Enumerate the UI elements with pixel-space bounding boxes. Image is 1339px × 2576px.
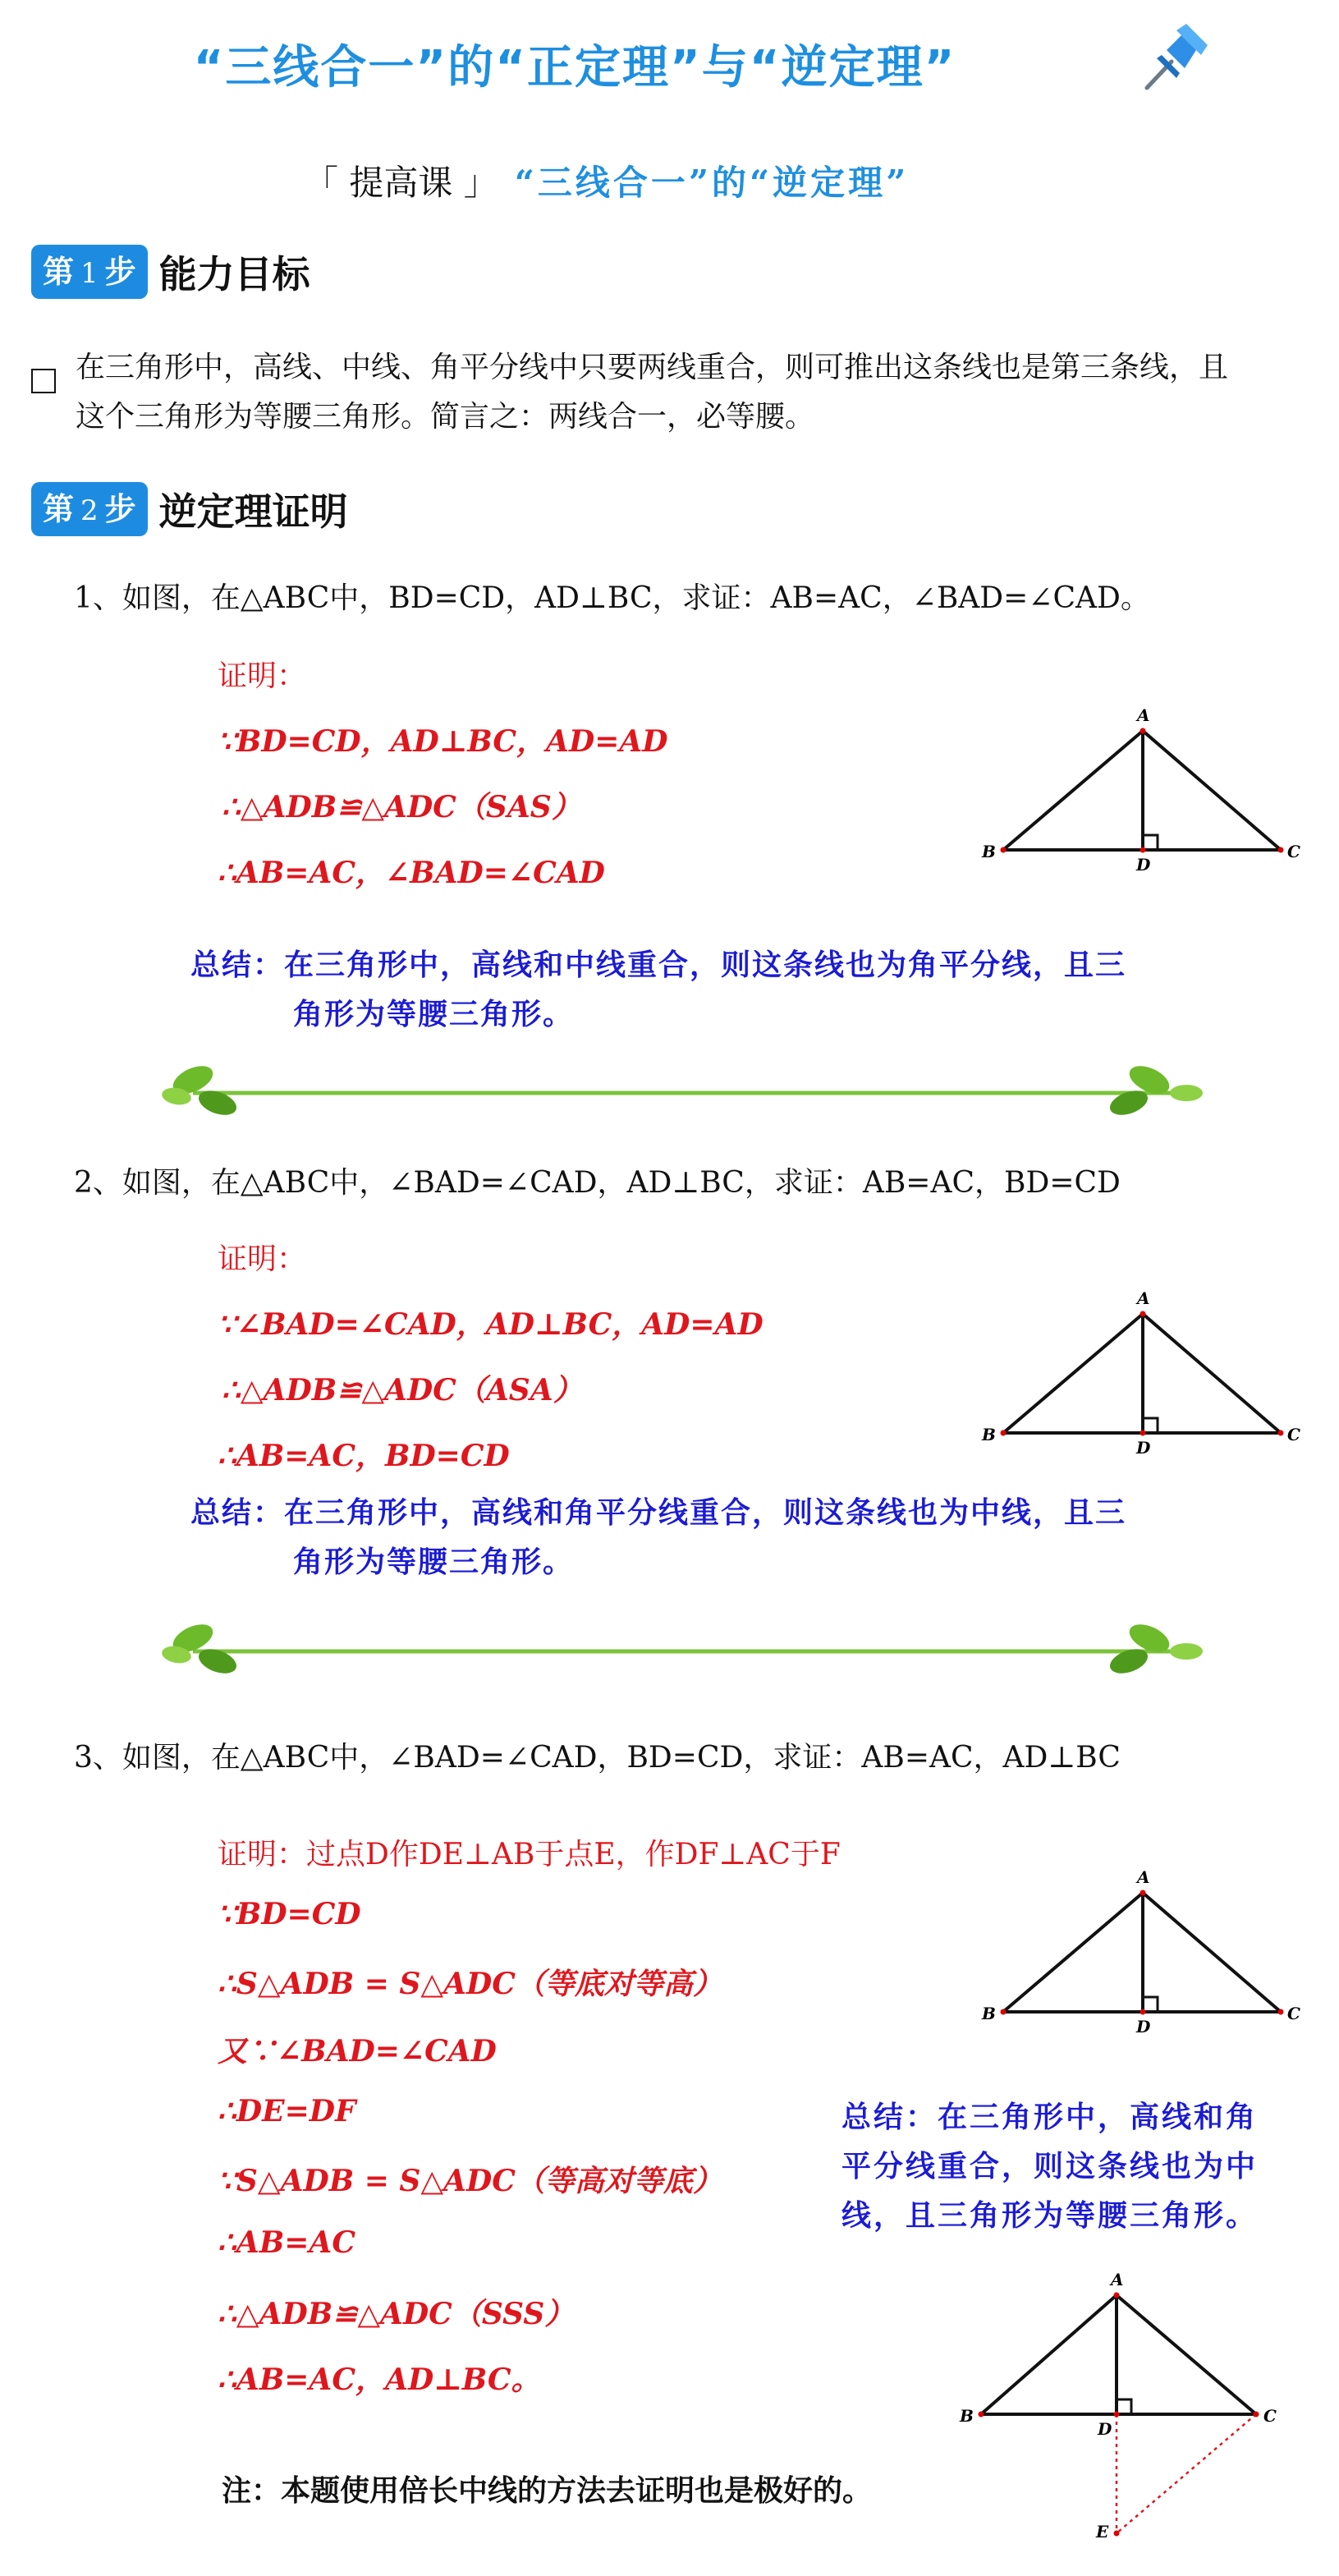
pushpin-icon [1129, 12, 1219, 103]
problem3-proof-line: ∴S△ADB = S△ADC（等底对等高） [218, 1967, 722, 2001]
leaf-divider-icon [160, 1055, 1211, 1129]
problem3-note: 注：本题使用倍长中线的方法去证明也是极好的。 [222, 2473, 873, 2508]
vertex-label-b: B [982, 1425, 996, 1444]
problem3-proof-line: 证明：过点D作DE⊥AB于点E，作DF⊥AC于F [218, 1838, 841, 1871]
subtitle-bracket: 「 提高课 」 [304, 163, 498, 203]
vertex-label-a: A [1111, 2270, 1124, 2289]
subtitle-label: “三线合一”的“逆定理” [514, 163, 910, 203]
problem3-proof-line: ∴DE=DF [218, 2094, 356, 2128]
problem2-proof-label: 证明： [218, 1242, 307, 1276]
problem2-summary: 总结：在三角形中，高线和角平分线重合，则这条线也为中线，且三 角形为等腰三角形。 [190, 1495, 1127, 1579]
step2-badge: 第 2 步 [31, 482, 148, 536]
leaf-divider-icon [160, 1614, 1211, 1687]
problem2-proof-line: ∴△ADB≌△ADC（ASA） [222, 1373, 583, 1407]
vertex-label-a: A [1137, 1288, 1150, 1308]
vertex-label-d: D [1136, 2017, 1151, 2036]
problem1-proof-line: ∴△ADB≌△ADC（SAS） [222, 790, 581, 824]
vertex-label-d: D [1136, 855, 1151, 875]
vertex-label-a: A [1137, 705, 1150, 725]
triangle-figure-1 [969, 698, 1314, 879]
triangle-figure-2 [969, 1281, 1314, 1462]
vertex-label-c: C [1263, 2406, 1277, 2426]
vertex-label-d: D [1098, 2419, 1112, 2439]
problem2-proof-line: ∴AB=AC，BD=CD [218, 1439, 510, 1473]
goal-paragraph [31, 343, 1246, 442]
vertex-label-b: B [960, 2406, 974, 2426]
step1-header [31, 245, 310, 299]
problem3-question: 3、如图，在△ABC中，∠BAD=∠CAD，BD=CD，求证：AB=AC，AD⊥BC [74, 1741, 1121, 1775]
problem3-proof-line: ∴△ADB≌△ADC（SSS） [218, 2297, 575, 2331]
triangle-figure-3 [969, 1860, 1314, 2041]
problem3-proof-line: 又∵∠BAD=∠CAD [218, 2034, 497, 2069]
problem1-proof-line: ∴AB=AC，∠BAD=∠CAD [218, 856, 605, 890]
problem3-proof-line: ∴AB=AC [218, 2225, 356, 2260]
problem2-question: 2、如图，在△ABC中，∠BAD=∠CAD，AD⊥BC，求证：AB=AC，BD=CD [74, 1166, 1121, 1200]
vertex-label-c: C [1287, 842, 1300, 861]
extended-median-figure [948, 2262, 1326, 2542]
problem1-proof-line: ∵BD=CD，AD⊥BC，AD=AD [218, 724, 668, 759]
vertex-label-b: B [982, 842, 996, 861]
problem2-proof-line: ∵∠BAD=∠CAD，AD⊥BC，AD=AD [218, 1307, 764, 1342]
vertex-label-d: D [1136, 1438, 1151, 1458]
step2-heading: 逆定理证明 [158, 489, 348, 534]
problem1-proof-label: 证明： [218, 659, 307, 693]
vertex-label-e: E [1096, 2522, 1109, 2542]
checkbox-icon [31, 369, 56, 393]
vertex-label-c: C [1287, 2004, 1300, 2023]
step1-badge: 第 1 步 [31, 245, 148, 299]
vertex-label-a: A [1137, 1867, 1150, 1887]
problem3-proof-line: ∵BD=CD [218, 1897, 361, 1931]
problem3-summary: 总结：在三角形中，高线和角 平分线重合，则这条线也为中 线，且三角形为等腰三角形。 [841, 2100, 1259, 2233]
vertex-label-b: B [982, 2004, 996, 2023]
subtitle [304, 156, 909, 205]
problem3-proof-line: ∵S△ADB = S△ADC（等高对等底） [218, 2164, 722, 2198]
goal-text: 在三角形中，高线、中线、角平分线中只要两线重合，则可推出这条线也是第三条线，且这个三角形为等腰三角形。简言之：两线合一，必等腰。 [76, 351, 1229, 434]
problem1-summary: 总结：在三角形中，高线和中线重合，则这条线也为角平分线，且三 角形为等腰三角形。 [190, 948, 1127, 1031]
step1-heading: 能力目标 [158, 252, 310, 296]
problem1-question: 1、如图，在△ABC中，BD=CD，AD⊥BC，求证：AB=AC，∠BAD=∠CAD。 [74, 581, 1150, 615]
step2-header [31, 482, 348, 536]
page-title: “三线合一”的“正定理”与“逆定理” [193, 41, 956, 94]
problem3-proof-line: ∴AB=AC，AD⊥BC。 [218, 2362, 541, 2397]
vertex-label-c: C [1287, 1425, 1300, 1444]
